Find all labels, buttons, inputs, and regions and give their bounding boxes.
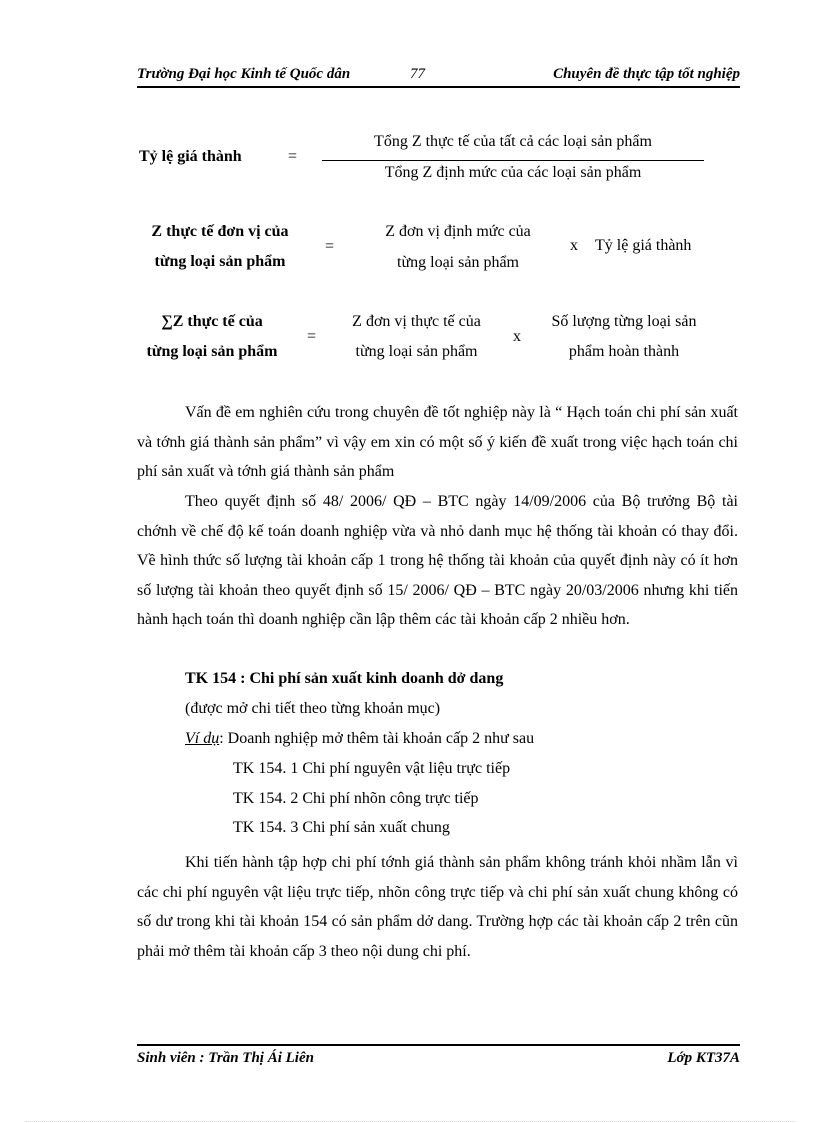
footer-student: Sinh viên : Trần Thị Ái Liên: [137, 1050, 314, 1066]
formula1-label: Tỷ lệ giá thành: [139, 148, 242, 165]
formula3-label-line2: từng loại sản phẩm: [146, 343, 278, 360]
tk154-heading: TK 154 : Chi phí sản xuất kinh doanh dở dang: [185, 670, 504, 687]
formula3-factor-line2: phẩm hoàn thành: [568, 343, 680, 360]
formula2-times: x: [570, 237, 578, 254]
paragraph-accounts: Khi tiến hành tập hợp chi phí tớnh giá thành sản phẩm không tránh khỏi nhầm lẫn vì các chi phí nguyên vật liệu trực tiếp, nhõn công trực tiếp và chi phí sản xuất chung không có số dư trong khi tài khoản 154 có sản phẩm dở dang. Trường hợp các tài khoản cấp 2 trên cũn phải mở thêm tài khoản cấp 3 theo nội dung chi phí.: [137, 854, 738, 960]
page-footer: [137, 1044, 740, 1070]
formula2-factor: Tỷ lệ giá thành: [595, 237, 692, 254]
formula3-times: x: [513, 328, 521, 345]
formula3-factor-line1: Số lượng từng loại sản: [551, 313, 697, 330]
example-label: Ví dụ: [185, 730, 220, 747]
tk154-note: (được mở chi tiết theo từng khoản mục): [185, 700, 441, 717]
page-bottom-border: [25, 1121, 795, 1122]
formula2-label-line2: từng loại sản phẩm: [154, 253, 286, 270]
formula2-term-line2: từng loại sản phẩm: [397, 254, 519, 271]
page-number: 77: [410, 66, 425, 82]
formula3-label-line1: ∑Z thực tế của: [161, 313, 263, 330]
sub-account-item: TK 154. 2 Chi phí nhõn công trực tiếp: [233, 790, 479, 807]
page-header: [137, 64, 740, 88]
header-title: Chuyên đề thực tập tốt nghiệp: [553, 66, 740, 82]
header-school: Trường Đại học Kinh tế Quốc dân: [137, 66, 351, 82]
footer-class: Lớp KT37A: [667, 1050, 740, 1066]
example-text: : Doanh nghiệp mở thêm tài khoản cấp 2 như sau: [219, 730, 535, 747]
fraction-bar: [322, 160, 704, 161]
formula1-numerator: Tổng Z thực tế của tất cả các loại sản phẩm: [374, 133, 652, 150]
sub-account-item: TK 154. 1 Chi phí nguyên vật liệu trực tiếp: [233, 760, 511, 777]
formula3-equals: =: [307, 328, 317, 345]
formula2-label-line1: Z thực tế đơn vị của: [151, 223, 289, 240]
sub-account-item: TK 154. 3 Chi phí sản xuất chung: [233, 819, 450, 836]
formula2-term-line1: Z đơn vị định mức của: [385, 223, 531, 240]
formula1-equals: =: [288, 148, 298, 165]
formula3-term-line1: Z đơn vị thực tế của: [352, 313, 481, 330]
formula1-denominator: Tổng Z định mức của các loại sản phẩm: [384, 164, 642, 181]
formula3-term-line2: từng loại sản phẩm: [355, 343, 478, 360]
example-line: [185, 730, 534, 748]
paragraph-intro: Vấn đề em nghiên cứu trong chuyên đề tốt nghiệp này là “ Hạch toán chi phí sản xuất và tớnh giá thành sản phẩm” vì vậy em xin có một số ý kiến đề xuất trong việc hạch toán chi phí sản xuất và tớnh giá thành sản phẩm: [137, 404, 738, 480]
paragraph-decision: Theo quyết định số 48/ 2006/ QĐ – BTC ngày 14/09/2006 của Bộ trưởng Bộ tài chớnh về chế độ kế toán doanh nghiệp vừa và nhỏ danh mục hệ thống tài khoản có thay đổi. Về hình thức số lượng tài khoản cấp 1 trong hệ thống tài khoản của quyết định này có ít hơn số lượng tài khoản theo quyết định số 15/ 2006/ QĐ – BTC ngày 20/03/2006 nhưng khi tiến hành hạch toán thì doanh nghiệp cần lập thêm các tài khoản cấp 2 nhiều hơn.: [137, 493, 738, 628]
formula2-equals: =: [325, 238, 335, 255]
